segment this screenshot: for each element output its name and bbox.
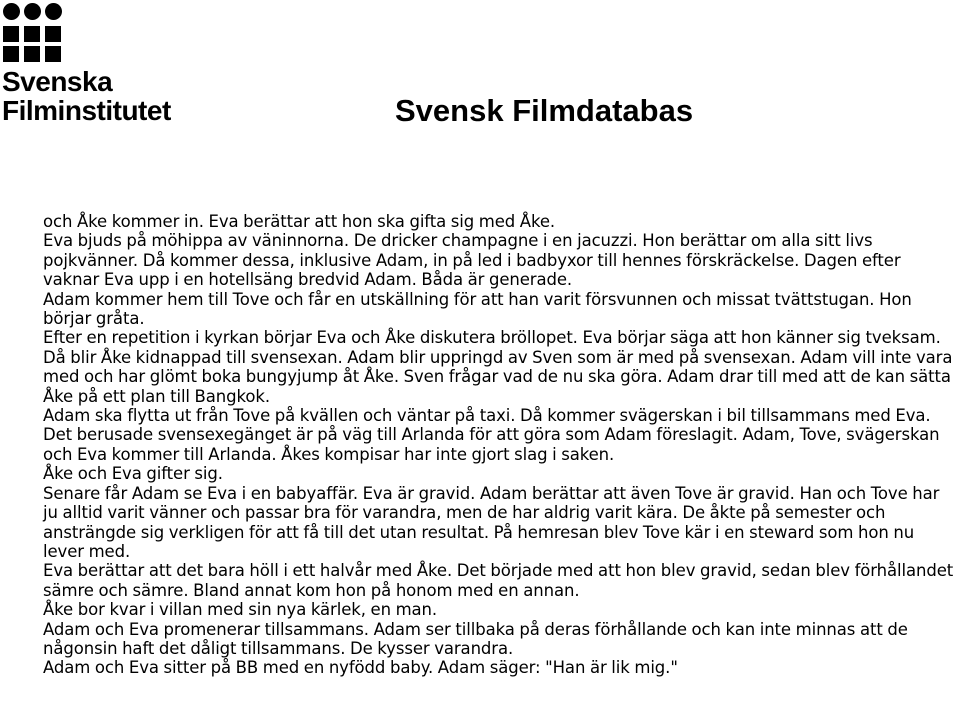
synopsis-paragraph: Eva bjuds på möhippa av väninnorna. De dricker champagne i en jacuzzi. Hon berättar om alla sitt livs pojkvänner. Då kommer dessa, inklusive Adam, in på led i badbyxor till hennes förskräckelse. Dagen efter vaknar Eva upp i en hotellsäng bredvid Adam. Båda är generade. [43, 231, 901, 290]
synopsis-paragraph: Åke och Eva gifter sig. [43, 464, 223, 484]
logo-text-filminstitutet: Filminstitutet [2, 95, 171, 126]
synopsis-paragraph: och Åke kommer in. Eva berättar att hon ska gifta sig med Åke. [43, 212, 556, 231]
synopsis-paragraph: Adam kommer hem till Tove och får en utskällning för att han varit försvunnen och missat tvättstugan. Hon börjar gråta. [43, 289, 912, 329]
synopsis-text [43, 212, 958, 678]
logo-mark-icon [2, 2, 102, 66]
synopsis-paragraph: Efter en repetition i kyrkan börjar Eva och Åke diskutera bröllopet. Eva börjar säga att hon känner sig tveksam. Då blir Åke kidnappad till svensexan. Adam blir uppringd av Sven som är med på svensexan. Adam vill inte vara med och har glömt boka bungyjump åt Åke. Sven frågar vad de nu ska göra. Adam drar till med att de kan sätta Åke på ett plan till Bangkok. [43, 328, 953, 406]
page-title: Svensk Filmdatabas [395, 93, 694, 128]
svenska-filminstitutet-logo[interactable] [2, 2, 202, 126]
synopsis-paragraph: Adam och Eva sitter på BB med en nyfödd baby. Adam säger: "Han är lik mig." [43, 658, 678, 678]
synopsis-paragraph: Adam och Eva promenerar tillsammans. Adam ser tillbaka på deras förhållande och kan inte minnas att de någonsin haft det dåligt tillsammans. De kysser varandra. [43, 619, 908, 658]
synopsis-paragraph: Åke bor kvar i villan med sin nya kärlek, en man. [43, 600, 438, 620]
synopsis-paragraph: Adam ska flytta ut från Tove på kvällen och väntar på taxi. Då kommer svägerskan i bil tillsammans med Eva. Det berusade svensexegänget är på väg till Arlanda för att göra som Adam föreslagit. Adam, Tove, svägerskan och Eva kommer till Arlanda. Åkes kompisar har inte gjort slag i saken. [43, 406, 940, 464]
synopsis-paragraph: Eva berättar att det bara höll i ett halvår med Åke. Det började med att hon blev gravid, sedan blev förhållandet sämre och sämre. Bland annat kom hon på honom med en annan. [43, 561, 954, 600]
synopsis-paragraph: Senare får Adam se Eva i en babyaffär. Eva är gravid. Adam berättar att även Tove är gravid. Han och Tove har ju alltid varit vänner och passar bra för varandra, men de har aldrig varit kära. De åkte på semester och ansträngde sig verkligen för att få till det utan resultat. På hemresan blev Tove kär i en steward som hon nu lever med. [43, 483, 940, 561]
logo-text-svenska: Svenska [2, 66, 113, 97]
